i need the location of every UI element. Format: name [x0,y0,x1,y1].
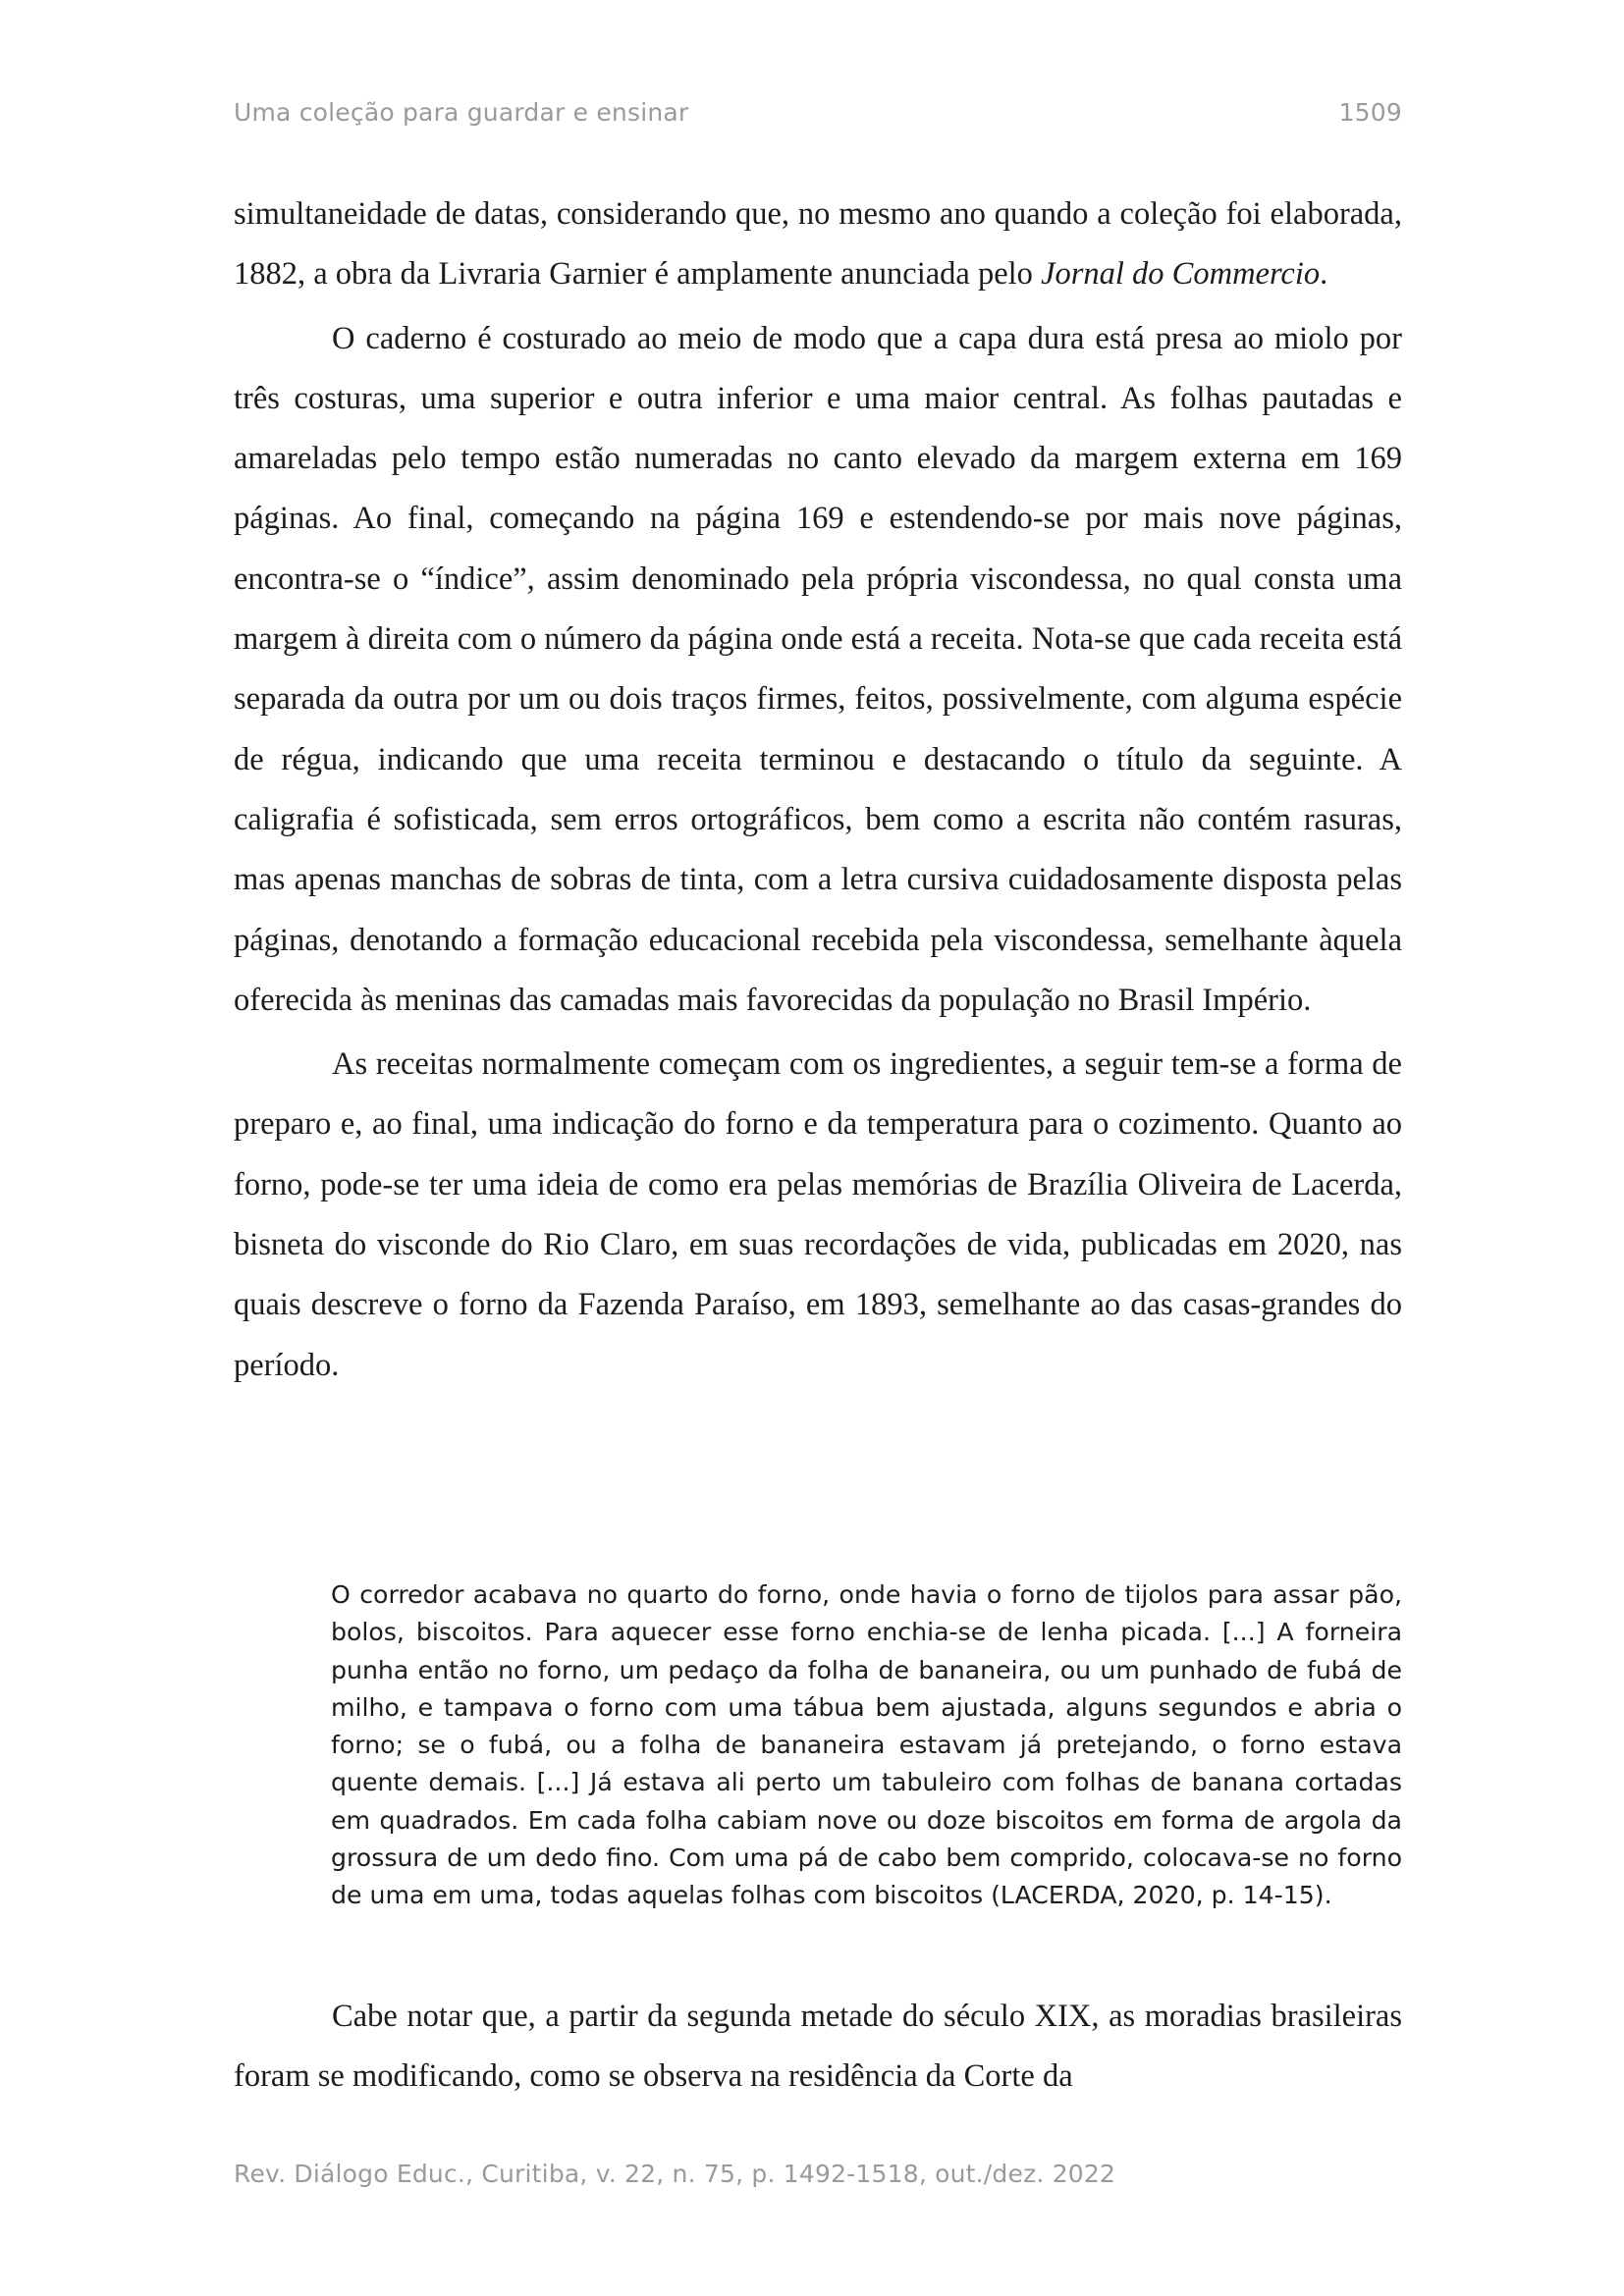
running-footer: Rev. Diálogo Educ., Curitiba, v. 22, n. 75, p. 1492-1518, out./dez. 2022 [234,2160,1116,2188]
paragraph-4: Cabe notar que, a partir da segunda metade do século XIX, as moradias brasileiras foram se modificando, como se observa na residência da Corte da [234,1999,1402,2095]
paragraph-2: O caderno é costurado ao meio de modo que a capa dura está presa ao miolo por três costuras, uma superior e outra inferior e uma maior central. As folhas pautadas e amareladas pelo tempo estão numeradas no canto elevado da margem externa em 169 páginas. Ao final, começando na página 169 e estendendo-se por mais nove páginas, encontra-se o “índice”, assim denominado pela própria viscondessa, no qual consta uma margem à direita com o número da página onde está a receita. Nota-se que cada receita está separada da outra por um ou dois traços firmes, feitos, possivelmente, com alguma espécie de régua, indicando que uma receita terminou e destacando o título da seguinte. A caligrafia é sofisticada, sem erros ortográficos, bem como a escrita não contém rasuras, mas apenas manchas de sobras de tinta, com a letra cursiva cuidadosamente disposta pelas páginas, denotando a formação educacional recebida pela viscondessa, semelhante àquela oferecida às meninas das camadas mais favorecidas da população no Brasil Império. [234,320,1402,1018]
paragraph-1-text: simultaneidade de datas, considerando que, no mesmo ano quando a coleção foi elaborada, 1882, a obra da Livraria Garnier é amplamente anunciada pelo [234,196,1402,293]
page-number: 1509 [1338,98,1402,127]
paragraph-1-end: . [1320,256,1328,293]
block-quote: O corredor acabava no quarto do forno, onde havia o forno de tijolos para assar pão, bolos, biscoitos. Para aquecer esse forno enchia-se de lenha picada. [...] A forneira punha então no forno, um pedaço da folha de bananeira, ou um punhado de fubá de milho, e tampava o forno com uma tábua bem ajustada, alguns segundos e abria o forno; se o fubá, ou a folha de bananeira estavam já pretejando, o forno estava quente demais. [...] Já estava ali perto um tabuleiro com folhas de banana cortadas em quadrados. Em cada folha cabiam nove ou doze biscoitos em forma de argola da grossura de um dedo fino. Com uma pá de cabo bem comprido, colocava-se no forno de uma em uma, todas aquelas folhas com biscoitos (LACERDA, 2020, p. 14-15). [331,1580,1402,1910]
journal-title: Jornal do Commercio [1041,256,1321,293]
body-text [234,185,1402,1396]
paragraph-continued [234,185,1402,305]
running-title: Uma coleção para guardar e ensinar [234,98,689,127]
paragraph-3: As receitas normalmente começam com os ingredientes, a seguir tem-se a forma de preparo e, ao final, uma indicação do forno e da temperatura para o cozimento. Quanto ao forno, pode-se ter uma ideia de como era pelas memórias de Brazília Oliveira de Lacerda, bisneta do visconde do Rio Claro, em suas recordações de vida, publicadas em 2020, nas quais descreve o forno da Fazenda Paraíso, em 1893, semelhante ao das casas-grandes do período. [234,1046,1402,1383]
